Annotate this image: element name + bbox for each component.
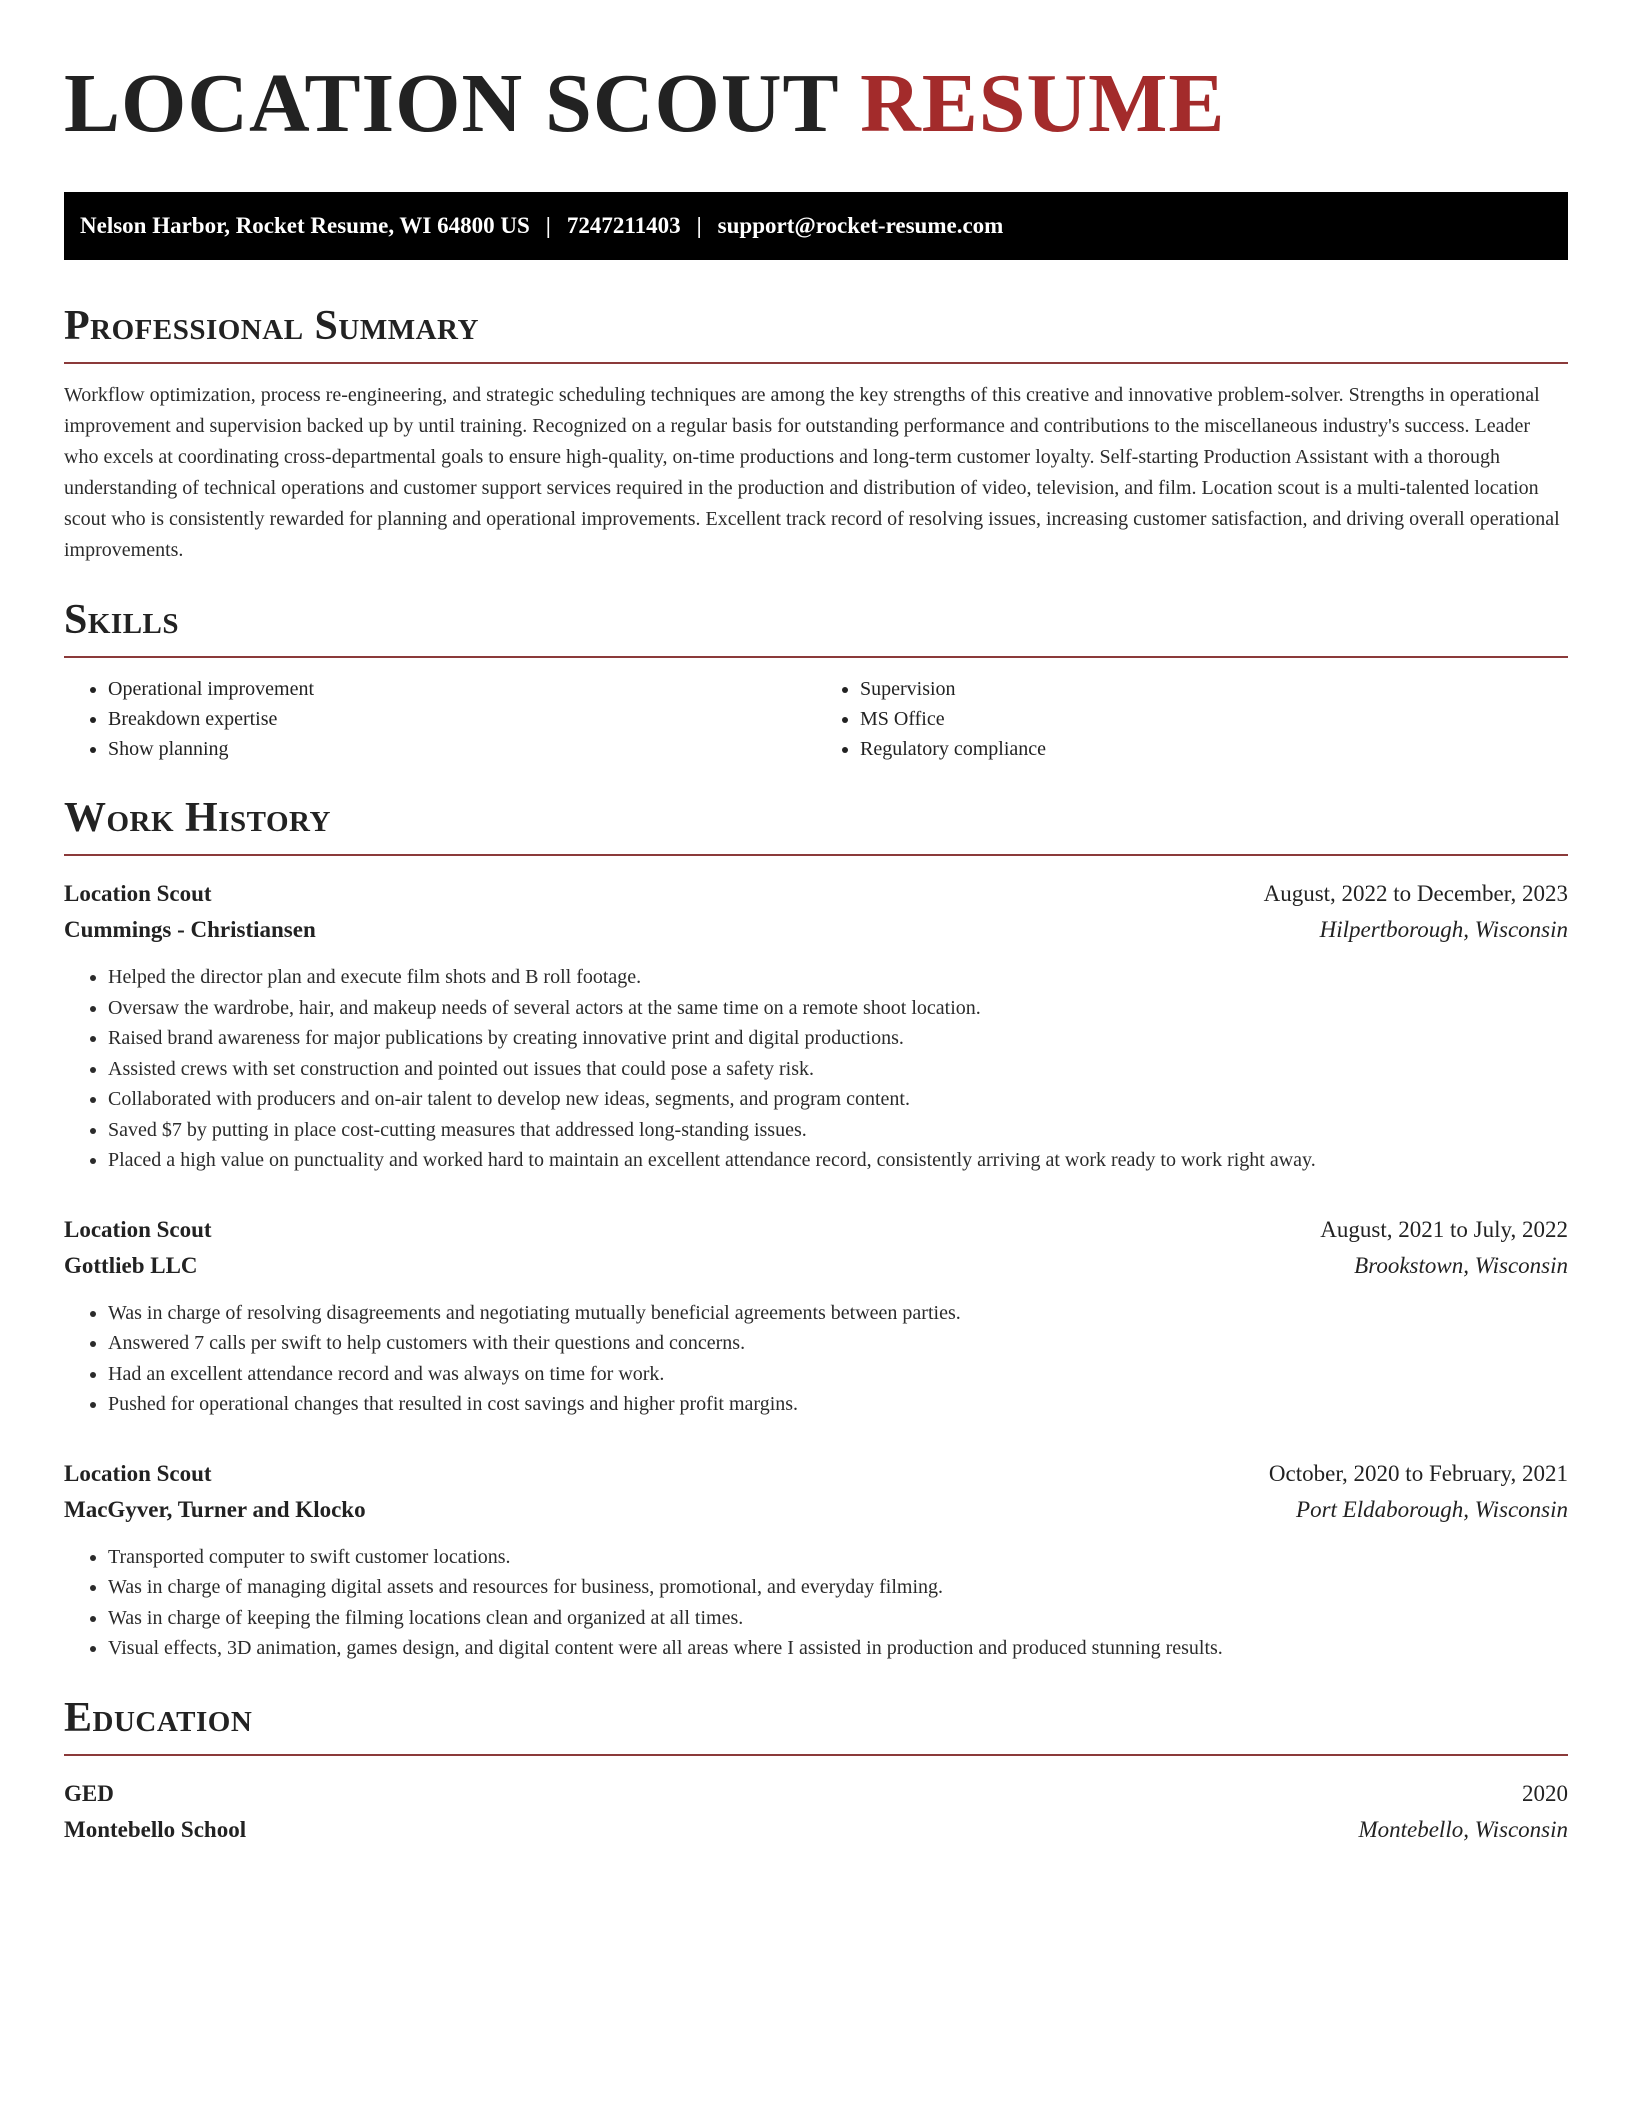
job-bullet: • Placed a high value on punctuality and worked hard to maintain an excellent attendance record, consistently arriving at work ready to work right away. — [108, 1145, 1568, 1176]
job-dates: August, 2022 to December, 2023 — [1263, 881, 1568, 906]
education-degree: GED — [64, 1780, 114, 1806]
contact-separator: | — [696, 213, 702, 238]
section-divider — [64, 1754, 1568, 1756]
education-location: Montebello, Wisconsin — [1358, 1816, 1568, 1842]
education-header-row — [64, 1776, 1568, 1812]
skill-item: • Supervision — [860, 674, 1568, 704]
job-bullet: • Helped the director plan and execute film shots and B roll footage. — [108, 962, 1568, 993]
job-bullet: • Visual effects, 3D animation, games design, and digital content were all areas where I assisted in production and produced stunning results. — [108, 1633, 1568, 1664]
contact-separator: | — [545, 213, 551, 238]
job-bullets — [64, 1542, 1568, 1664]
job-company: MacGyver, Turner and Klocko — [64, 1496, 366, 1522]
job-bullet: • Pushed for operational changes that resulted in cost savings and higher profit margins. — [108, 1389, 1568, 1420]
job-bullet: • Raised brand awareness for major publications by creating innovative print and digital productions. — [108, 1023, 1568, 1054]
job-header-row — [64, 876, 1568, 912]
job-bullets — [64, 1298, 1568, 1420]
job-bullet: • Oversaw the wardrobe, hair, and makeup needs of several actors at the same time on a remote shoot location. — [108, 993, 1568, 1024]
job-header-row — [64, 1456, 1568, 1492]
title-accent: RESUME — [860, 57, 1226, 150]
summary-section — [64, 302, 1568, 566]
contact-phone: 7247211403 — [566, 213, 681, 238]
job-company-row — [64, 912, 1568, 948]
job-company: Cummings - Christiansen — [64, 917, 316, 942]
education-entry — [64, 1776, 1568, 1848]
job-dates: August, 2021 to July, 2022 — [1320, 1216, 1568, 1242]
education-heading: Education — [64, 1694, 253, 1741]
job-bullet: • Was in charge of managing digital assets and resources for business, promotional, and everyday filming. — [108, 1572, 1568, 1603]
contact-address: Nelson Harbor, Rocket Resume, WI 64800 US — [80, 213, 530, 238]
skills-list-right — [816, 674, 1568, 764]
skills-columns — [64, 674, 1568, 764]
job-location: Brookstown, Wisconsin — [1354, 1252, 1568, 1278]
job-bullet: • Answered 7 calls per swift to help customers with their questions and concerns. — [108, 1328, 1568, 1359]
section-divider — [64, 362, 1568, 364]
skill-item: • MS Office — [860, 704, 1568, 734]
job-title: Location Scout — [64, 1216, 212, 1242]
skill-item: • Operational improvement — [108, 674, 816, 704]
summary-heading: Professional Summary — [64, 303, 479, 349]
job-location: Hilpertborough, Wisconsin — [1319, 917, 1568, 942]
job-bullet: • Transported computer to swift customer locations. — [108, 1542, 1568, 1573]
skill-item: • Show planning — [108, 734, 816, 764]
contact-email: support@rocket-resume.com — [717, 213, 1004, 238]
skills-heading: Skills — [64, 597, 180, 643]
job-header-row — [64, 1212, 1568, 1248]
work-heading: Work History — [64, 795, 331, 841]
job-title: Location Scout — [64, 881, 212, 906]
summary-text: Workflow optimization, process re-engineering, and strategic scheduling techniques are among the key strengths of this creative and innovative problem-solver. Strengths in operational improvement and supervision backed up by until training. Recognized on a regular basis for outstanding performance and contributions to the miscellaneous industry's success. Leader who excels at coordinating cross-departmental goals to ensure high-quality, on-time productions and long-term customer loyalty. Self-starting Production Assistant with a thorough understanding of technical operations and customer support services required in the production and distribution of video, television, and film. Location scout is a multi-talented location scout who is consistently rewarded for planning and operational improvements. Excellent track record of resolving issues, increasing customer satisfaction, and driving overall operational improvements. — [64, 384, 1560, 561]
education-school: Montebello School — [64, 1816, 247, 1842]
job-title: Location Scout — [64, 1460, 212, 1486]
section-divider — [64, 854, 1568, 856]
job-bullets — [64, 962, 1568, 1176]
education-section — [64, 1694, 1568, 1848]
job-bullet: • Was in charge of keeping the filming locations clean and organized at all times. — [108, 1603, 1568, 1634]
job-company: Gottlieb LLC — [64, 1252, 198, 1278]
skills-list-left — [64, 674, 816, 764]
skill-item: • Breakdown expertise — [108, 704, 816, 734]
skill-item: • Regulatory compliance — [860, 734, 1568, 764]
resume-title — [64, 56, 1568, 152]
job-dates: October, 2020 to February, 2021 — [1268, 1460, 1568, 1486]
job-bullet: • Was in charge of resolving disagreements and negotiating mutually beneficial agreements between parties. — [108, 1298, 1568, 1329]
education-school-row — [64, 1812, 1568, 1848]
section-divider — [64, 656, 1568, 658]
job-entry — [64, 876, 1568, 1176]
job-bullet: • Collaborated with producers and on-air talent to develop new ideas, segments, and program content. — [108, 1084, 1568, 1115]
job-company-row — [64, 1248, 1568, 1284]
title-main: LOCATION SCOUT — [64, 57, 839, 150]
job-company-row — [64, 1492, 1568, 1528]
skills-section — [64, 596, 1568, 764]
job-entry — [64, 1212, 1568, 1420]
job-location: Port Eldaborough, Wisconsin — [1296, 1496, 1568, 1522]
contact-bar — [64, 192, 1568, 260]
job-bullet: • Had an excellent attendance record and was always on time for work. — [108, 1359, 1568, 1390]
education-year: 2020 — [1522, 1780, 1568, 1806]
job-bullet: • Assisted crews with set construction and pointed out issues that could pose a safety risk. — [108, 1054, 1568, 1085]
job-entry — [64, 1456, 1568, 1664]
job-bullet: • Saved $7 by putting in place cost-cutting measures that addressed long-standing issues. — [108, 1115, 1568, 1146]
work-section — [64, 794, 1568, 1664]
